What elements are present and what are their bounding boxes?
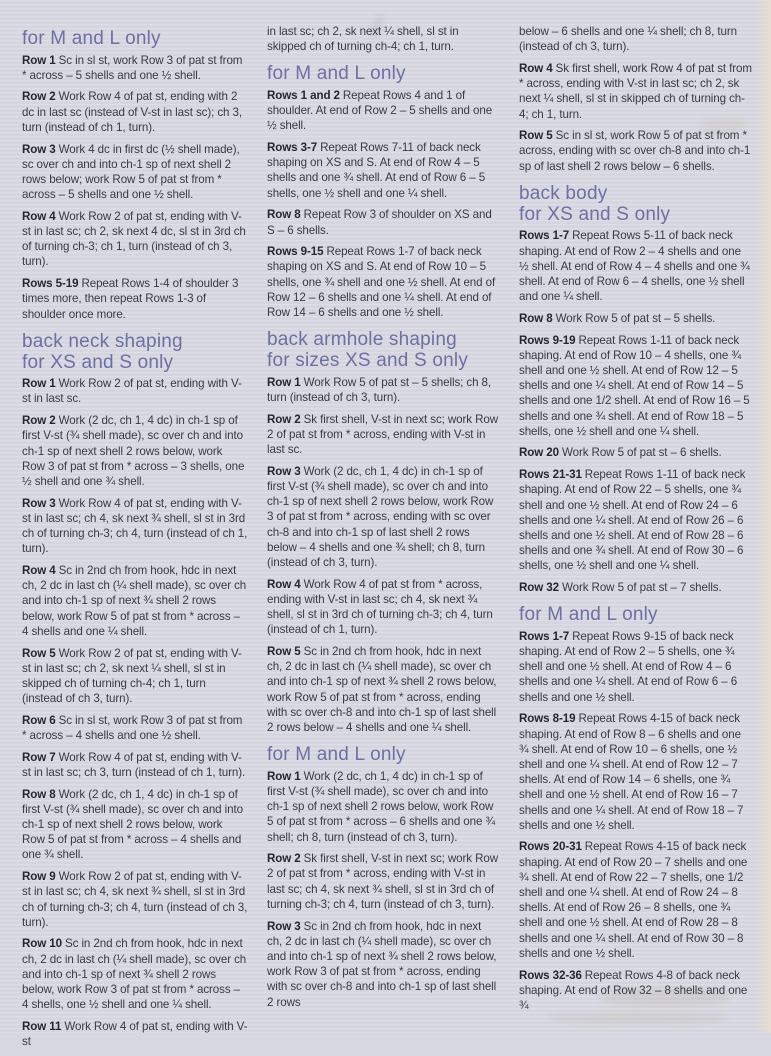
row-instructions: Work Row 4 of pat st from * across, ending with V-st in last sc; ch 4, sk next ¾ shell, sl st in 3rd ch of turning ch-3; ch 4, turn (instead of ch 1, turn).: [267, 577, 493, 637]
section-heading: [519, 604, 753, 625]
row-instructions: Repeat Rows 5-11 of back neck shaping. At end of Row 2 – 4 shells and one ½ shell. At end of Row 4 – 4 shells and one ¾ shell. At end of Row 6 – 4 shells, one ½ shell and one ¼ shell.: [519, 229, 750, 304]
pattern-paragraph: [22, 713, 248, 743]
row-instructions: Sc in sl st, work Row 3 of pat st from * across – 4 shells and one ½ shell.: [22, 713, 243, 743]
row-label: Row 1: [267, 375, 301, 389]
section-heading-line: for M and L only: [267, 63, 406, 85]
pattern-paragraph: [519, 128, 753, 174]
row-label: Row 4: [22, 209, 56, 223]
pattern-paragraph: [22, 89, 248, 135]
row-label: Row 6: [22, 713, 56, 727]
row-label: Rows 32-36: [519, 968, 582, 982]
row-instructions: Repeat Rows 1-7 of back neck shaping on XS and S. At end of Row 10 – 5 shells, one ¾ shell and one ½ shell. At end of Row 12 – 6 shells and one ¼ shell. At end of Row 14 – 6 shells and one ½ shell.: [267, 245, 496, 320]
pattern-paragraph: [519, 333, 753, 439]
row-label: Rows 5-19: [22, 277, 79, 291]
pattern-paragraph: [267, 577, 498, 638]
pattern-paragraph: [22, 53, 248, 83]
pattern-paragraph: [519, 968, 753, 1014]
section-heading: [267, 329, 498, 371]
row-label: Rows 9-15: [267, 245, 324, 259]
section-heading-line: for XS and S only: [22, 351, 174, 373]
row-label: Rows 8-19: [519, 712, 576, 726]
row-instructions: below – 6 shells and one ¼ shell; ch 8, turn (instead of ch 3, turn).: [519, 25, 737, 54]
pattern-paragraph: [22, 209, 248, 270]
section-heading-line: for XS and S only: [519, 203, 671, 225]
pattern-paragraph: [22, 142, 248, 203]
pattern-paragraph: [22, 1019, 248, 1049]
row-label: Row 5: [267, 645, 301, 658]
row-label: Rows 9-19: [519, 333, 576, 347]
row-instructions: Repeat Rows 4 and 1 of shoulder. At end of Row 2 – 5 shells and one ½ shell.: [267, 88, 493, 133]
pattern-paragraph: [519, 629, 753, 705]
text-column-left: [22, 24, 248, 1056]
row-label: Rows 1 and 2: [267, 88, 340, 102]
row-label: Row 8: [519, 311, 553, 325]
pattern-paragraph: [267, 375, 498, 405]
row-label: Row 4: [267, 577, 301, 591]
row-label: Row 7: [22, 750, 56, 764]
row-label: Row 1: [22, 53, 56, 67]
row-instructions: Work Row 4 of pat st, ending with V-st: [22, 1019, 248, 1049]
section-heading-line: back body: [519, 182, 608, 204]
row-instructions: Work (2 dc, ch 1, 4 dc) in ch-1 sp of first V-st (¾ shell made), sc over ch and into ch-1 sp of next shell 2 rows below, work Row 3 of pat st from * across – 3 shells, one ½ shell and one ¾ shell.: [22, 414, 245, 488]
pattern-paragraph: [22, 869, 248, 930]
row-instructions: Work Row 2 of pat st, ending with V-st in last sc; ch 2, sk next ¼ shell, sl st in skipped ch of turning ch-4; ch 1, turn (instead of ch 3, turn).: [22, 646, 242, 706]
row-label: Row 1: [267, 769, 301, 783]
pattern-paragraph: [519, 711, 753, 833]
row-label: Rows 3-7: [267, 141, 318, 155]
section-heading: [267, 63, 498, 84]
row-label: Row 5: [519, 129, 553, 143]
row-label: Row 9: [22, 870, 56, 884]
row-instructions: Repeat Rows 9-15 of back neck shaping. At end of Row 2 – 5 shells, one ¾ shell and one ½ shell. At end of Row 4 – 6 shells and one ¼ shell. At end of Row 6 – 6 shells and one ½ shell.: [519, 629, 738, 704]
row-instructions: Work (2 dc, ch 1, 4 dc) in ch-1 sp of first V-st (¾ shell made), sc over ch and into ch-1 sp of next shell 2 rows below, work Row 5 of pat st from * across – 6 shells and one ¾ shell; ch 8, turn (instead of ch 3, turn).: [267, 769, 496, 844]
row-instructions: Sc in 2nd ch from hook, hdc in next ch, 2 dc in last ch (¼ shell made), sc over ch and into ch-1 sp of next ¾ shell 2 rows below, work Row 5 of pat st from * across, ending with sc over ch-8 and into ch-1 sp of last shell 2 rows below – 4 shells and one ¼ shell.: [267, 645, 497, 735]
row-instructions: Sc in sl st, work Row 5 of pat st from * across, ending with sc over ch-8 and into ch-1 sp of last shell 2 rows below – 6 shells.: [519, 129, 751, 173]
pattern-paragraph: [519, 228, 753, 304]
row-instructions: Work Row 2 of pat st, ending with V-st in last sc; ch 2, sk next 4 dc, sl st in 3rd ch of turning ch-3; ch 1, turn (instead of ch 3, turn).: [22, 209, 246, 269]
pattern-paragraph: [267, 644, 498, 735]
row-instructions: Work Row 4 of pat st, ending with 2 dc in last sc (instead of V-st in last sc); ch 3, turn (instead of ch 1, turn).: [22, 90, 242, 134]
pattern-paragraph: [22, 563, 248, 639]
row-instructions: Repeat Rows 4-15 of back neck shaping. At end of Row 20 – 7 shells and one ¾ shell. At end of Row 22 – 7 shells, one 1/2 shell and one ¼ shell. At end of Row 24 – 8 shells. At end of Row 26 – 8 shells, one ¾ shell and one ½ shell. At end of Row 28 – 8 shells and one ¼ shell. At end of Row 30 – 8 shells and one ½ shell.: [519, 840, 748, 960]
section-heading-line: for M and L only: [519, 604, 658, 626]
row-instructions: Sc in sl st, work Row 3 of pat st from * across – 5 shells and one ½ shell.: [22, 53, 243, 82]
row-label: Row 32: [519, 581, 559, 595]
row-label: Row 20: [519, 446, 559, 460]
row-instructions: Work Row 5 of pat st – 5 shells.: [555, 311, 716, 325]
row-label: Row 3: [267, 919, 301, 933]
row-label: Row 8: [22, 787, 56, 801]
pattern-paragraph: [22, 376, 248, 406]
row-label: Row 3: [22, 142, 56, 156]
row-instructions: Work Row 4 of pat st, ending with V-st in last sc; ch 3, turn (instead of ch 1, turn).: [22, 750, 246, 779]
row-instructions: Sk first shell, V-st in next sc; work Row 2 of pat st from * across, ending with V-st in last sc; ch 4, sk next ¾ shell, sl st in 3rd ch of turning ch-3; ch 4, turn (instead of ch 3, turn).: [267, 852, 498, 911]
pattern-paragraph: [267, 88, 498, 134]
row-instructions: Work Row 2 of pat st, ending with V-st in last sc.: [22, 377, 242, 406]
row-label: Rows 1-7: [519, 629, 570, 643]
row-instructions: Repeat Rows 4-15 of back neck shaping. At end of Row 8 – 6 shells and one ¾ shell. At end of Row 10 – 6 shells, one ½ shell and one ¼ shell. At end of Row 12 – 7 shells. At end of Row 14 – 6 shells, one ¾ shell and one ½ shell. At end of Row 16 – 7 shells and one ¼ shell. At end of Row 18 – 7 shells and one ½ shell.: [519, 712, 744, 832]
pattern-paragraph-continuation: [267, 24, 498, 54]
pattern-paragraph: [267, 769, 498, 845]
text-column-middle: [267, 24, 498, 1016]
row-label: Row 2: [22, 414, 56, 428]
pattern-paragraph: [22, 646, 248, 707]
row-instructions: Repeat Rows 4-8 of back neck shaping. At end of Row 32 – 8 shells and one ¾: [519, 968, 748, 1012]
row-label: Row 4: [519, 61, 553, 75]
row-instructions: Work (2 dc, ch 1, 4 dc) in ch-1 sp of first V-st (¾ shell made), sc over ch and into ch-1 sp of next shell 2 rows below, work Row 3 of pat st from * across, ending with sc over ch-8 and into ch-1 sp of last shell 2 rows below – 4 shells and one ¾ shell; ch 8, turn (instead of ch 3, turn).: [267, 464, 494, 569]
pattern-paragraph: [22, 496, 248, 557]
pattern-paragraph: [519, 311, 753, 326]
row-instructions: Work Row 5 of pat st – 5 shells; ch 8, turn (instead of ch 3, turn).: [267, 375, 492, 404]
pattern-paragraph: [22, 787, 248, 863]
row-label: Rows 20-31: [519, 840, 582, 854]
row-instructions: Work 4 dc in first dc (½ shell made), sc over ch and into ch-1 sp of next shell 2 rows below; work Row 5 of pat st from * across – 5 shells and one ½ shell.: [22, 142, 240, 202]
pattern-paragraph: [22, 750, 248, 780]
row-instructions: Sc in 2nd ch from hook, hdc in next ch, 2 dc in last ch (¼ shell made), sc over ch and into ch-1 sp of next ¾ shell 2 rows below, work Row 3 of pat st from * across – 4 shells, one ½ shell and one ¼ shell.: [22, 937, 247, 1012]
section-heading-line: for M and L only: [22, 28, 161, 49]
pattern-paragraph: [22, 276, 248, 322]
row-instructions: Repeat Row 3 of shoulder on XS and S – 6 shells.: [267, 208, 492, 237]
row-instructions: Repeat Rows 1-4 of shoulder 3 times more, then repeat Rows 1-3 of shoulder once more.: [22, 277, 239, 321]
pattern-paragraph: [267, 919, 498, 1010]
row-instructions: Sk first shell, work Row 4 of pat st from * across, ending with V-st in last sc; ch 2, sk next ¼ shell, sl st in skipped ch of turning ch-4; ch 1, turn.: [519, 61, 752, 121]
row-instructions: Work Row 5 of pat st – 7 shells.: [562, 581, 722, 595]
row-instructions: Sk first shell, V-st in next sc; work Row 2 of pat st from * across, ending with V-st in last sc.: [267, 412, 498, 457]
section-heading: [267, 744, 498, 765]
pattern-paragraph: [267, 140, 498, 201]
section-heading-line: for M and L only: [267, 744, 406, 766]
section-heading-line: for sizes XS and S only: [267, 350, 469, 372]
row-label: Row 5: [22, 646, 56, 660]
row-instructions: Work Row 5 of pat st – 6 shells.: [562, 446, 722, 460]
pattern-paragraph: [519, 580, 753, 595]
row-label: Row 2: [267, 852, 301, 866]
row-instructions: Work (2 dc, ch 1, 4 dc) in ch-1 sp of first V-st (¾ shell made), sc over ch and into ch-1 sp of next shell 2 rows below, work Row 5 of pat st from * across – 4 shells and one ¾ shell.: [22, 787, 243, 862]
pattern-paragraph: [22, 413, 248, 489]
pattern-paragraph: [519, 445, 753, 460]
row-label: Row 8: [267, 208, 301, 222]
text-column-right: [519, 24, 753, 1020]
row-instructions: Repeat Rows 1-11 of back neck shaping. At end of Row 10 – 4 shells, one ¾ shell and one ½ shell. At end of Row 12 – 5 shells and one ¼ shell. At end of Row 14 – 5 shells and one 1/2 shell. At end of Row 16 – 5 shells and one ¾ shell. At end of Row 18 – 5 shells, one ½ shell and one ¼ shell.: [519, 333, 750, 438]
section-heading: [519, 183, 753, 225]
row-label: Row 2: [267, 412, 301, 426]
row-label: Row 10: [22, 937, 62, 951]
section-heading-line: back armhole shaping: [267, 329, 457, 351]
row-label: Row 3: [22, 496, 56, 510]
row-label: Row 3: [267, 464, 301, 478]
pattern-paragraph: [519, 61, 753, 122]
row-label: Row 4: [22, 563, 56, 577]
pattern-paragraph: [267, 412, 498, 458]
pattern-paragraph: [519, 467, 753, 573]
pattern-paragraph: [519, 839, 753, 961]
row-label: Row 2: [22, 90, 56, 104]
row-label: Rows 21-31: [519, 468, 582, 482]
section-heading: [22, 28, 248, 49]
pattern-paragraph: [267, 851, 498, 912]
pattern-paragraph-continuation: [519, 24, 753, 54]
row-label: Row 1: [22, 377, 56, 391]
section-heading-line: back neck shaping: [22, 330, 183, 352]
row-instructions: Work Row 4 of pat st, ending with V-st in last sc; ch 4, sk next ¾ shell, sl st in 3rd ch of turning ch-3; ch 4, turn (instead of ch 1, turn).: [22, 496, 248, 556]
row-instructions: in last sc; ch 2, sk next ¼ shell, sl st in skipped ch of turning ch-4; ch 1, turn.: [267, 25, 459, 54]
scan-edge-shadow: [753, 0, 771, 1033]
pattern-paragraph: [22, 936, 248, 1012]
pattern-paragraph: [267, 244, 498, 320]
row-instructions: Sc in 2nd ch from hook, hdc in next ch, 2 dc in last ch (¼ shell made), sc over ch and into ch-1 sp of next ¾ shell 2 rows below, work Row 5 of pat st from * across – 4 shells and one ¼ shell.: [22, 563, 247, 638]
row-label: Row 11: [22, 1019, 62, 1033]
row-label: Rows 1-7: [519, 229, 570, 243]
section-heading: [22, 331, 248, 373]
pattern-paragraph: [267, 464, 498, 570]
row-instructions: Repeat Rows 7-11 of back neck shaping on XS and S. At end of Row 4 – 5 shells and one ¾ shell. At end of Row 6 – 5 shells, one ½ shell and one ¼ shell.: [267, 141, 486, 200]
row-instructions: Repeat Rows 1-11 of back neck shaping. At end of Row 22 – 5 shells, one ¾ shell and one ½ shell. At end of Row 24 – 6 shells and one ¼ shell. At end of Row 26 – 6 shells and one ½ shell. At end of Row 28 – 6 shells and one ¾ shell. At end of Row 30 – 6 shells, one ½ shell and one ¼ shell.: [519, 468, 746, 573]
row-instructions: Sc in 2nd ch from hook, hdc in next ch, 2 dc in last ch (¼ shell made), sc over ch and into ch-1 sp of next ¾ shell 2 rows below, work Row 3 of pat st from * across, ending with sc over ch-8 and into ch-1 sp of last shell 2 rows: [267, 919, 497, 1009]
pattern-paragraph: [267, 207, 498, 237]
row-instructions: Work Row 2 of pat st, ending with V-st in last sc; ch 4, sk next ¾ shell, sl st in 3rd ch of turning ch-3; ch 4, turn (instead of ch 3, turn).: [22, 870, 248, 929]
